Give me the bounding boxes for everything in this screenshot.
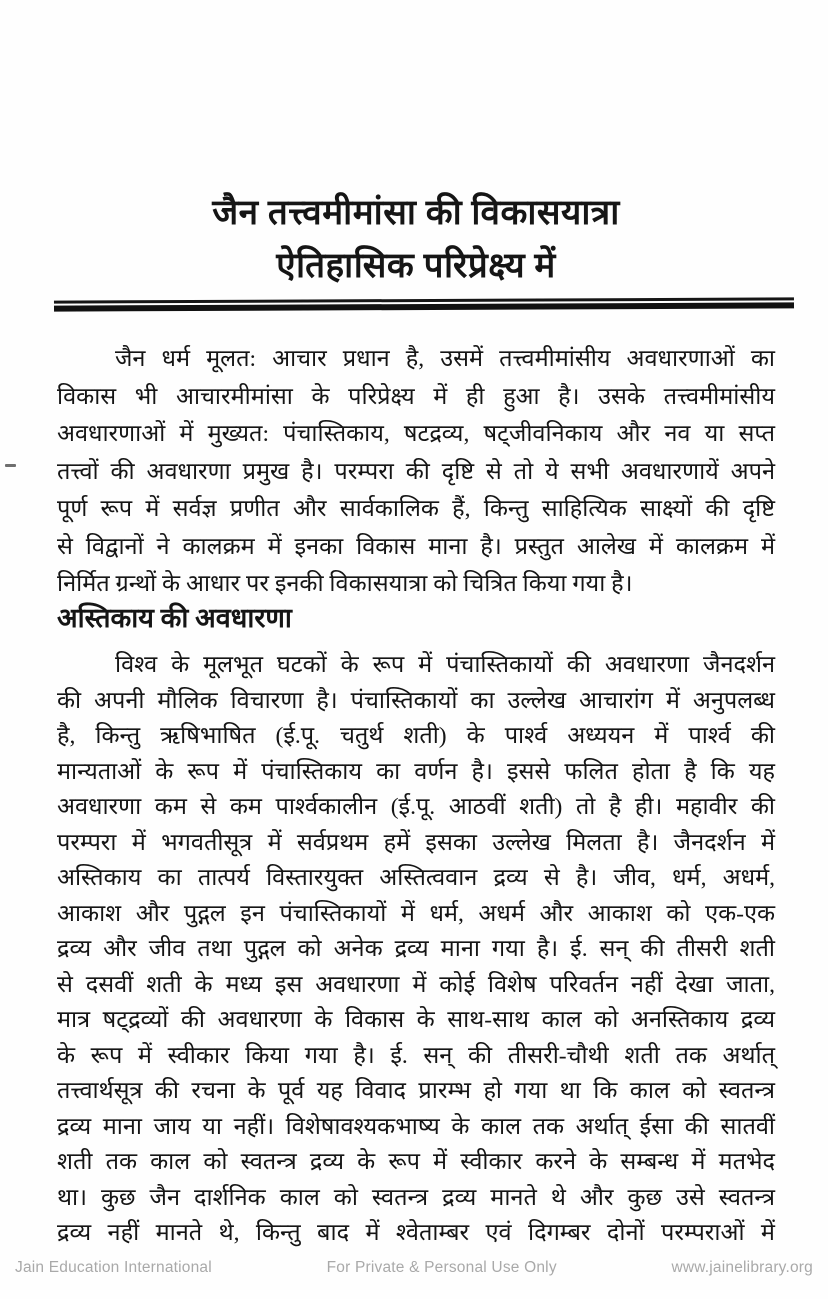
text-line: है, किन्तु ऋषिभाषित (ई.पू. चतुर्थ शती) के पार्श्व अध्ययन में पार्श्व की (57, 723, 775, 749)
footer (0, 1259, 828, 1277)
text-line: द्रव्य नहीं मानते थे, किन्तु बाद में श्वेताम्बर एवं दिगम्बर दोनों परम्पराओं में (57, 1220, 775, 1246)
text-line: जैन तत्त्वमीमांसा की विकासयात्रा (212, 193, 620, 232)
text-line: तत्त्वों की अवधारणा प्रमुख है। परम्परा की दृष्टि से तो ये सभी अवधारणायें अपने (57, 458, 775, 485)
text-line: अवधारणा कम से कम पार्श्वकालीन (ई.पू. आठवीं शती) तो है ही। महावीर की (57, 794, 775, 820)
text-line: मान्यताओं के रूप में पंचास्तिकाय का वर्णन है। इससे फलित होता है कि यह (57, 758, 775, 785)
page-title (57, 186, 775, 292)
text-line: अस्तिकाय का तात्पर्य विस्तारयुक्त अस्तित्ववान द्रव्य से है। जीव, धर्म, अधर्म, (57, 865, 775, 891)
text-line: निर्मित ग्रन्थों के आधार पर इनकी विकासयात्रा को चित्रित किया गया है। (57, 571, 633, 597)
text-line: था। कुछ जैन दार्शनिक काल को स्वतन्त्र द्रव्य मानते थे और कुछ उसे स्वतन्त्र (57, 1184, 775, 1211)
text-line: जैन धर्म मूलत: आचार प्रधान है, उसमें तत्त्वमीमांसीय अवधारणाओं का (115, 346, 775, 372)
section-heading: अस्तिकाय की अवधारणा (57, 603, 292, 633)
text-line: शती तक काल को स्वतन्त्र द्रव्य के रूप में स्वीकार करने के सम्बन्ध में मतभेद (57, 1149, 775, 1175)
text-line: परम्परा में भगवतीसूत्र में सर्वप्रथम हमें इसका उल्लेख मिलता है। जैनदर्शन में (57, 829, 775, 856)
text-line: की अपनी मौलिक विचारणा है। पंचास्तिकायों का उल्लेख आचारांग में अनुपलब्ध (57, 687, 775, 714)
text-line: द्रव्य और जीव तथा पुद्गल को अनेक द्रव्य माना गया है। ई. सन् की तीसरी शती (57, 936, 775, 962)
divider-thick-line (54, 302, 794, 311)
footer-publisher: Jain Education International (15, 1259, 212, 1276)
text-line: अवधारणाओं में मुख्यत: पंचास्तिकाय, षटद्रव्य, षट्जीवनिकाय और नव या सप्त (57, 421, 775, 447)
text-line: आकाश और पुद्गल इन पंचास्तिकायों में धर्म, अधर्म और आकाश को एक-एक (57, 900, 775, 927)
intro-paragraph (57, 341, 775, 604)
text-line: से दसवीं शती के मध्य इस अवधारणा में कोई विशेष परिवर्तन नहीं देखा जाता, (57, 971, 775, 998)
title-divider-rule (54, 297, 794, 311)
footer-usage-note: For Private & Personal Use Only (326, 1259, 557, 1276)
text-line: द्रव्य माना जाय या नहीं। विशेषावश्यकभाष्य के काल तक अर्थात् ईसा की सातवीं (57, 1113, 775, 1140)
text-line: के रूप में स्वीकार किया गया है। ई. सन् की तीसरी-चौथी शती तक अर्थात् (57, 1042, 775, 1069)
text-line: पूर्ण रूप में सर्वज्ञ प्रणीत और सार्वकालिक हैं, किन्तु साहित्यिक साक्ष्यों की दृष्टि (57, 496, 775, 522)
text-line: तत्त्वार्थसूत्र की रचना के पूर्व यह विवाद प्रारम्भ हो गया था कि काल को स्वतन्त्र (57, 1078, 775, 1104)
footer-website: www.jainelibrary.org (671, 1259, 813, 1276)
text-line: विश्व के मूलभूत घटकों के रूप में पंचास्तिकायों की अवधारणा जैनदर्शन (115, 652, 775, 678)
section-paragraph (57, 648, 775, 1252)
text-line: मात्र षट्द्रव्यों की अवधारणा के विकास के साथ-साथ काल को अनस्तिकाय द्रव्य (57, 1007, 775, 1033)
scan-artifact-dash (5, 464, 16, 467)
text-line: से विद्वानों ने कालक्रम में इनका विकास माना है। प्रस्तुत आलेख में कालक्रम में (57, 533, 775, 560)
text-line: विकास भी आचारमीमांसा के परिप्रेक्ष्य में ही हुआ है। उसके तत्त्वमीमांसीय (57, 383, 775, 410)
text-line: ऐतिहासिक परिप्रेक्ष्य में (276, 246, 556, 285)
